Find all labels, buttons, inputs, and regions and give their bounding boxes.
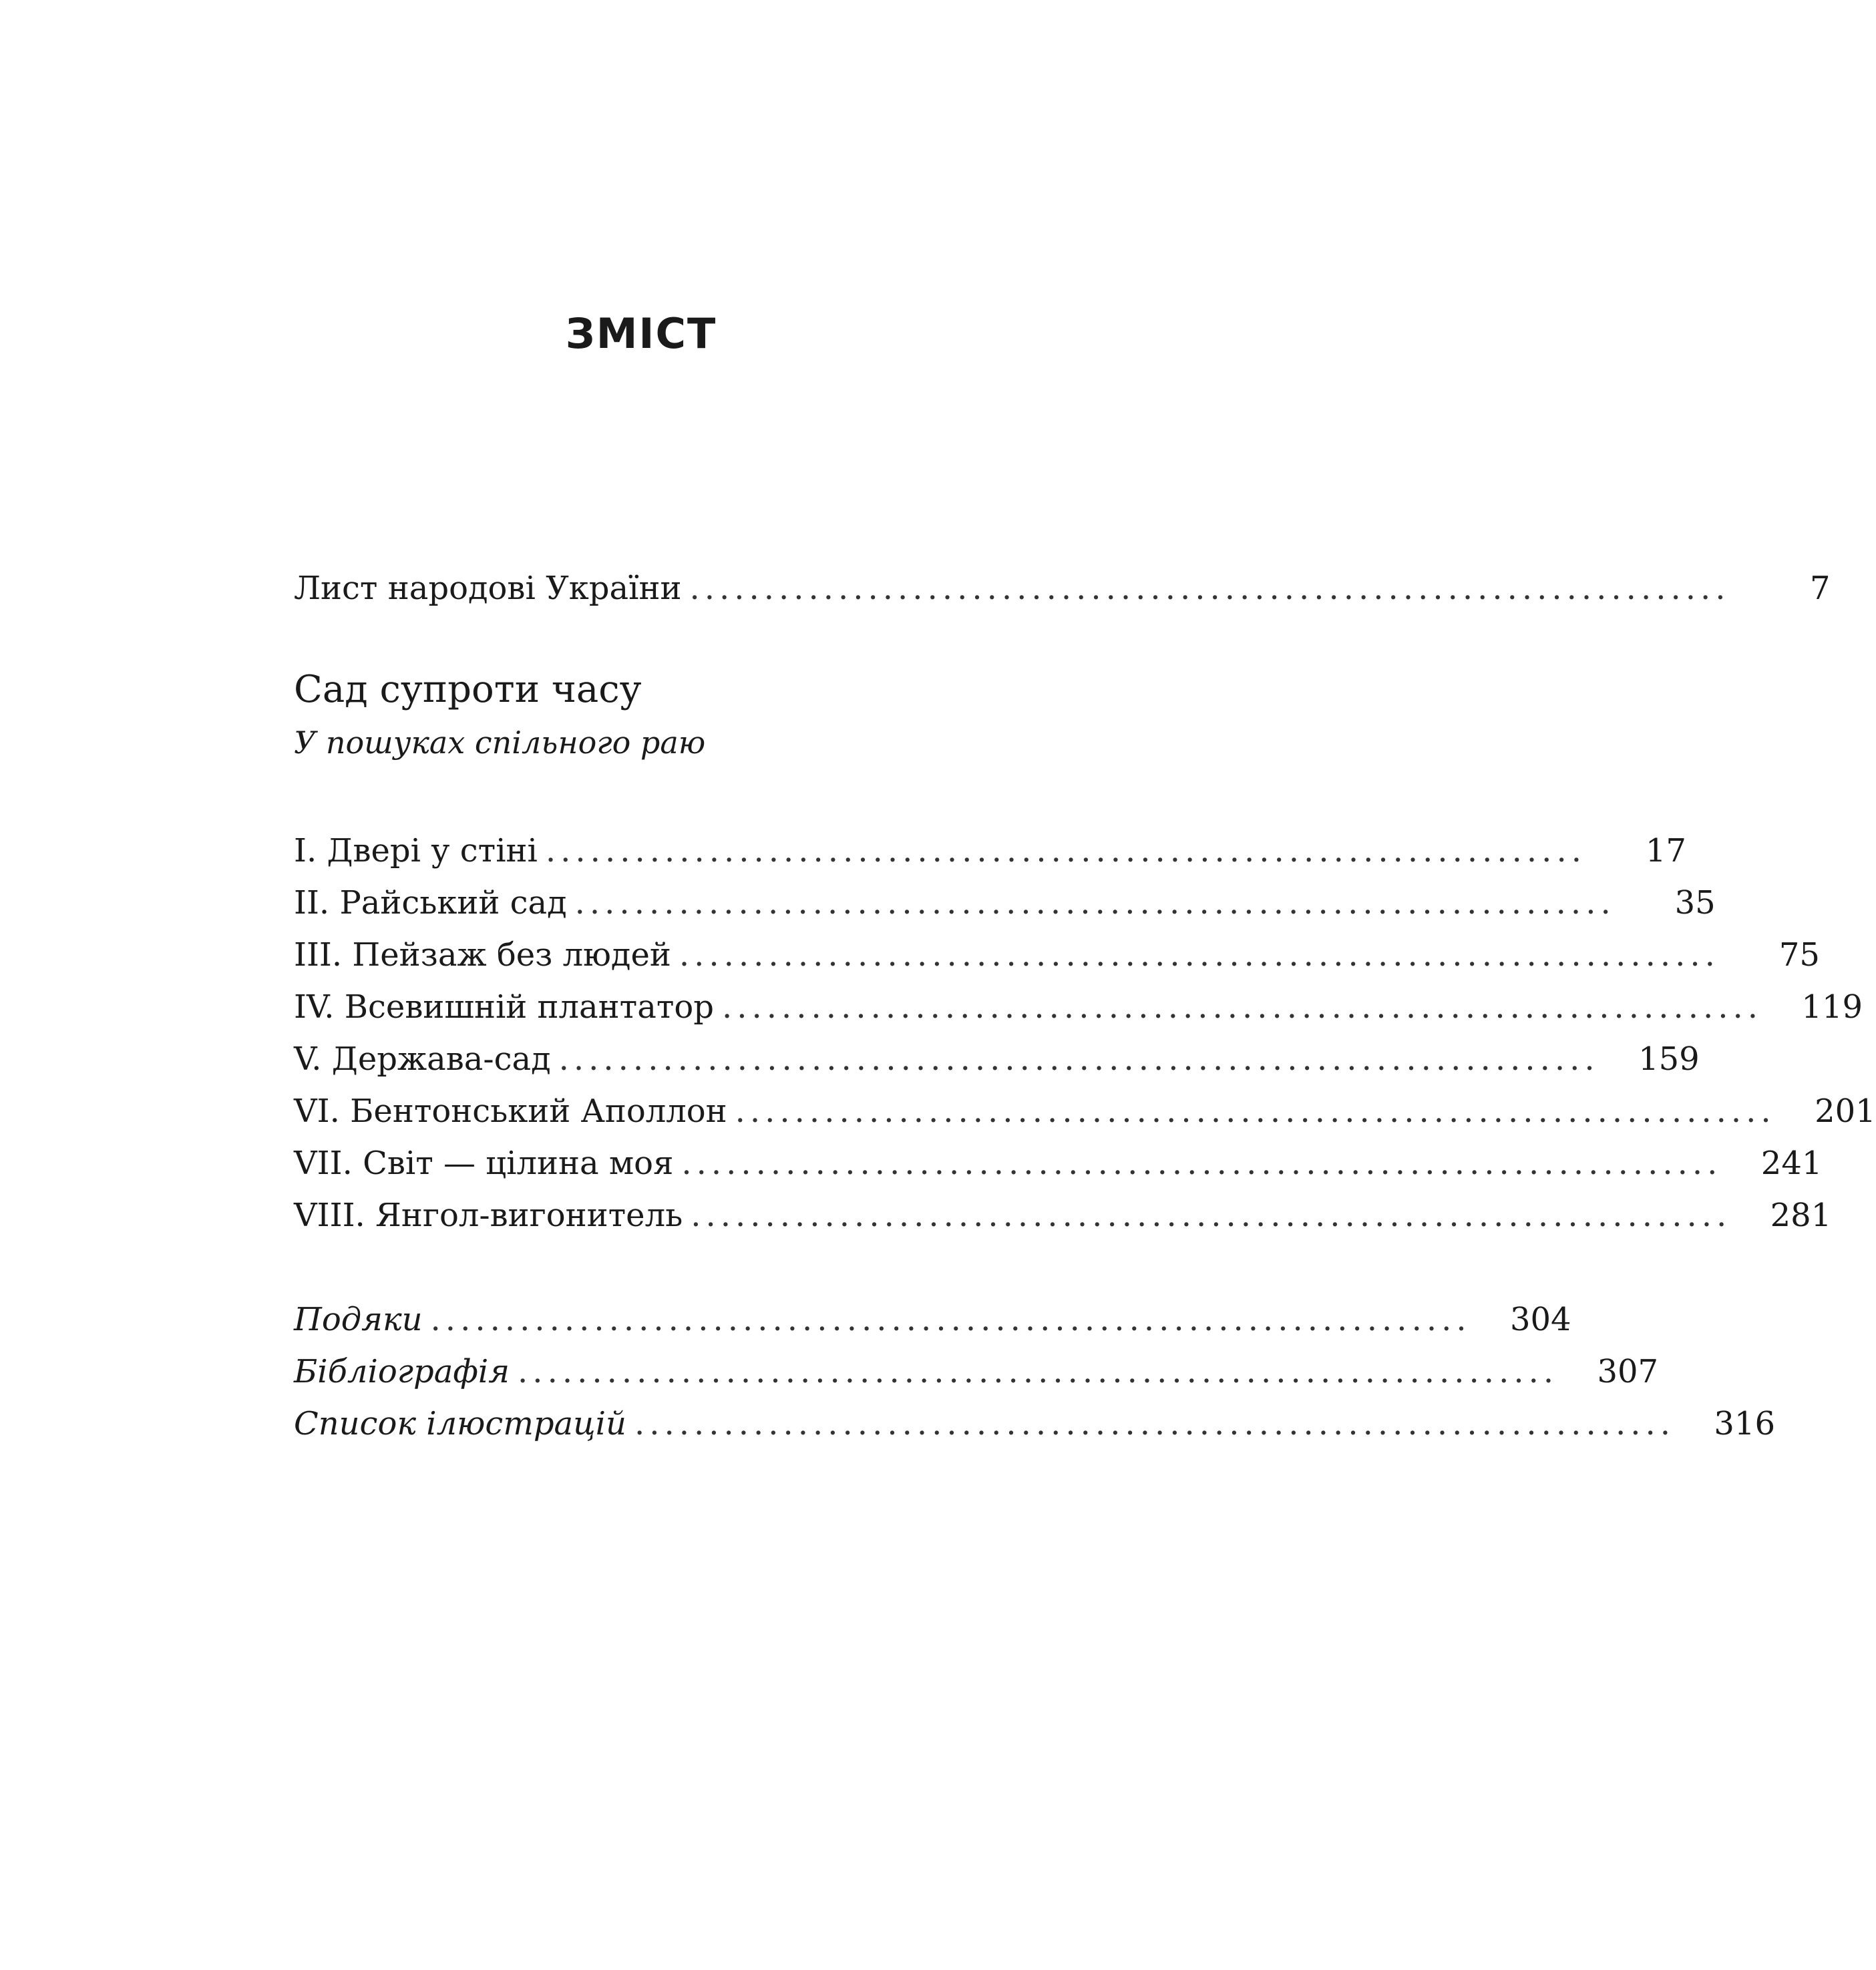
toc-label: I. Двері у стіні xyxy=(294,832,538,869)
dot-leader: ...................................................................... xyxy=(574,884,1616,922)
toc-label: VII. Світ — цілина моя xyxy=(294,1145,674,1182)
toc-page-number: 304 xyxy=(1509,1301,1571,1338)
toc-label: II. Райський сад xyxy=(294,884,567,922)
toc-label: VI. Бентонський Аполлон xyxy=(294,1093,727,1130)
dot-leader: ...................................................................... xyxy=(518,1353,1559,1390)
toc-row-chapter xyxy=(294,1087,1876,1135)
dot-leader: ...................................................................... xyxy=(689,570,1730,607)
toc-label: Список ілюстрацій xyxy=(294,1405,626,1442)
toc-page-number: 281 xyxy=(1770,1197,1832,1234)
dot-leader: ...................................................................... xyxy=(735,1093,1776,1130)
toc-page-number: 35 xyxy=(1674,884,1716,922)
toc-page-number: 201 xyxy=(1815,1093,1876,1130)
toc-page-number: 17 xyxy=(1645,832,1686,869)
toc-row-chapter xyxy=(294,827,1686,875)
toc-row-back-matter xyxy=(294,1348,1659,1396)
toc-row-chapter xyxy=(294,931,1820,979)
dot-leader: ...................................................................... xyxy=(430,1301,1471,1338)
toc-label: VIII. Янгол-вигонитель xyxy=(294,1197,683,1234)
toc-row-preface xyxy=(294,564,1831,612)
toc-page-number: 159 xyxy=(1638,1040,1700,1078)
dot-leader: ...................................................................... xyxy=(681,1145,1722,1182)
toc-page-number: 7 xyxy=(1809,570,1831,607)
toc-page-number: 307 xyxy=(1597,1353,1659,1390)
toc-page-number: 316 xyxy=(1714,1405,1775,1442)
toc-label: V. Держава-сад xyxy=(294,1040,551,1078)
toc-row-chapter xyxy=(294,1035,1700,1083)
toc-label: IV. Всевишній плантатор xyxy=(294,988,714,1026)
toc-row-chapter xyxy=(294,983,1863,1031)
toc-label: III. Пейзаж без людей xyxy=(294,936,671,974)
toc-row-back-matter xyxy=(294,1296,1571,1344)
dot-leader: ...................................................................... xyxy=(722,988,1763,1026)
part-subtitle: У пошуках спільного раю xyxy=(294,725,706,761)
toc-label: Бібліографія xyxy=(294,1353,510,1390)
toc-label: Подяки xyxy=(294,1301,423,1338)
toc-page-number: 75 xyxy=(1778,936,1820,974)
dot-leader: ...................................................................... xyxy=(679,936,1720,974)
page-title: ЗМІСТ xyxy=(565,309,717,358)
toc-row-chapter xyxy=(294,1191,1832,1239)
dot-leader: ...................................................................... xyxy=(691,1197,1732,1234)
toc-row-chapter xyxy=(294,1139,1823,1187)
dot-leader: ...................................................................... xyxy=(558,1040,1600,1078)
dot-leader: ...................................................................... xyxy=(634,1405,1675,1442)
part-title: Сад супроти часу xyxy=(294,668,642,711)
dot-leader: ...................................................................... xyxy=(545,832,1586,869)
toc-row-back-matter xyxy=(294,1400,1775,1448)
toc-label: Лист народові України xyxy=(294,570,682,607)
toc-page-number: 119 xyxy=(1801,988,1863,1026)
toc-page-number: 241 xyxy=(1760,1145,1823,1182)
toc-row-chapter xyxy=(294,879,1716,927)
